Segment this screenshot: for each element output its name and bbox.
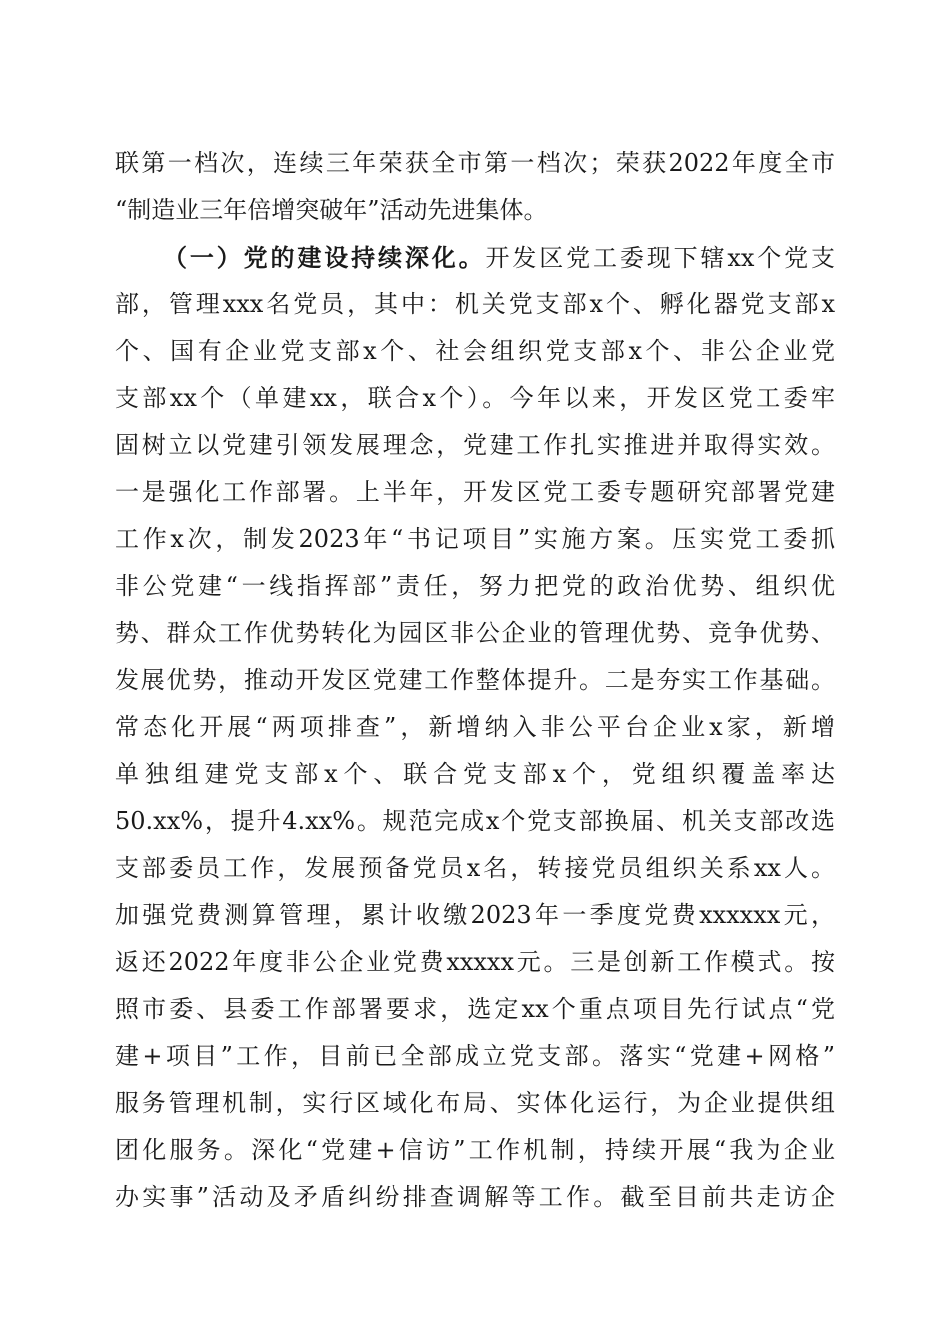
text-line: 非公党建“一线指挥部”责任，努力把党的政治优势、组织优 [115, 572, 835, 600]
text-line: 加强党费测算管理，累计收缴2023年一季度党费xxxxxx元， [115, 901, 835, 929]
text-line: 部，管理xxx名党员，其中：机关党支部x个、孵化器党支部x [115, 290, 835, 318]
text-line: 固树立以党建引领发展理念，党建工作扎实推进并取得实效。 [115, 431, 835, 459]
text-line: 照市委、县委工作部署要求，选定xx个重点项目先行试点“党 [115, 995, 835, 1023]
text-line: 常态化开展“两项排查”，新增纳入非公平台企业x家，新增 [115, 713, 835, 741]
text-line: 服务管理机制，实行区域化布局、实体化运行，为企业提供组 [115, 1089, 835, 1117]
text-line: 一是强化工作部署。上半年，开发区党工委专题研究部署党建 [115, 478, 835, 506]
text-line: 单独组建党支部x个、联合党支部x个，党组织覆盖率达 [115, 760, 835, 788]
text-line: 联第一档次，连续三年荣获全市第一档次；荣获2022年度全市 [115, 149, 835, 177]
text-line-rest: 开发区党工委现下辖xx个党支 [485, 244, 835, 272]
text-line: 个、国有企业党支部x个、社会组织党支部x个、非公企业党 [115, 337, 835, 365]
text-line: “制造业三年倍增突破年”活动先进集体。 [115, 196, 548, 224]
text-line: 发展优势，推动开发区党建工作整体提升。二是夯实工作基础。 [115, 666, 835, 694]
text-line: 50.xx%，提升4.xx%。规范完成x个党支部换届、机关支部改选 [115, 807, 835, 835]
text-line: 建+项目”工作，目前已全部成立党支部。落实“党建+网格” [115, 1042, 835, 1070]
text-line: 办实事”活动及矛盾纠纷排查调解等工作。截至目前共走访企 [115, 1183, 835, 1211]
section-heading-line [115, 234, 835, 281]
body-text [115, 140, 835, 1221]
text-line: 支部委员工作，发展预备党员x名，转接党员组织关系xx人。 [115, 854, 835, 882]
section-heading: （一）党的建设持续深化。 [163, 243, 486, 272]
text-line: 势、群众工作优势转化为园区非公企业的管理优势、竞争优势、 [115, 619, 835, 647]
text-line: 工作x次，制发2023年“书记项目”实施方案。压实党工委抓 [115, 525, 835, 553]
text-line: 支部xx个（单建xx，联合x个）。今年以来，开发区党工委牢 [115, 384, 835, 412]
text-line: 团化服务。深化“党建+信访”工作机制，持续开展“我为企业 [115, 1136, 835, 1164]
text-line: 返还2022年度非公企业党费xxxxx元。三是创新工作模式。按 [115, 948, 835, 976]
